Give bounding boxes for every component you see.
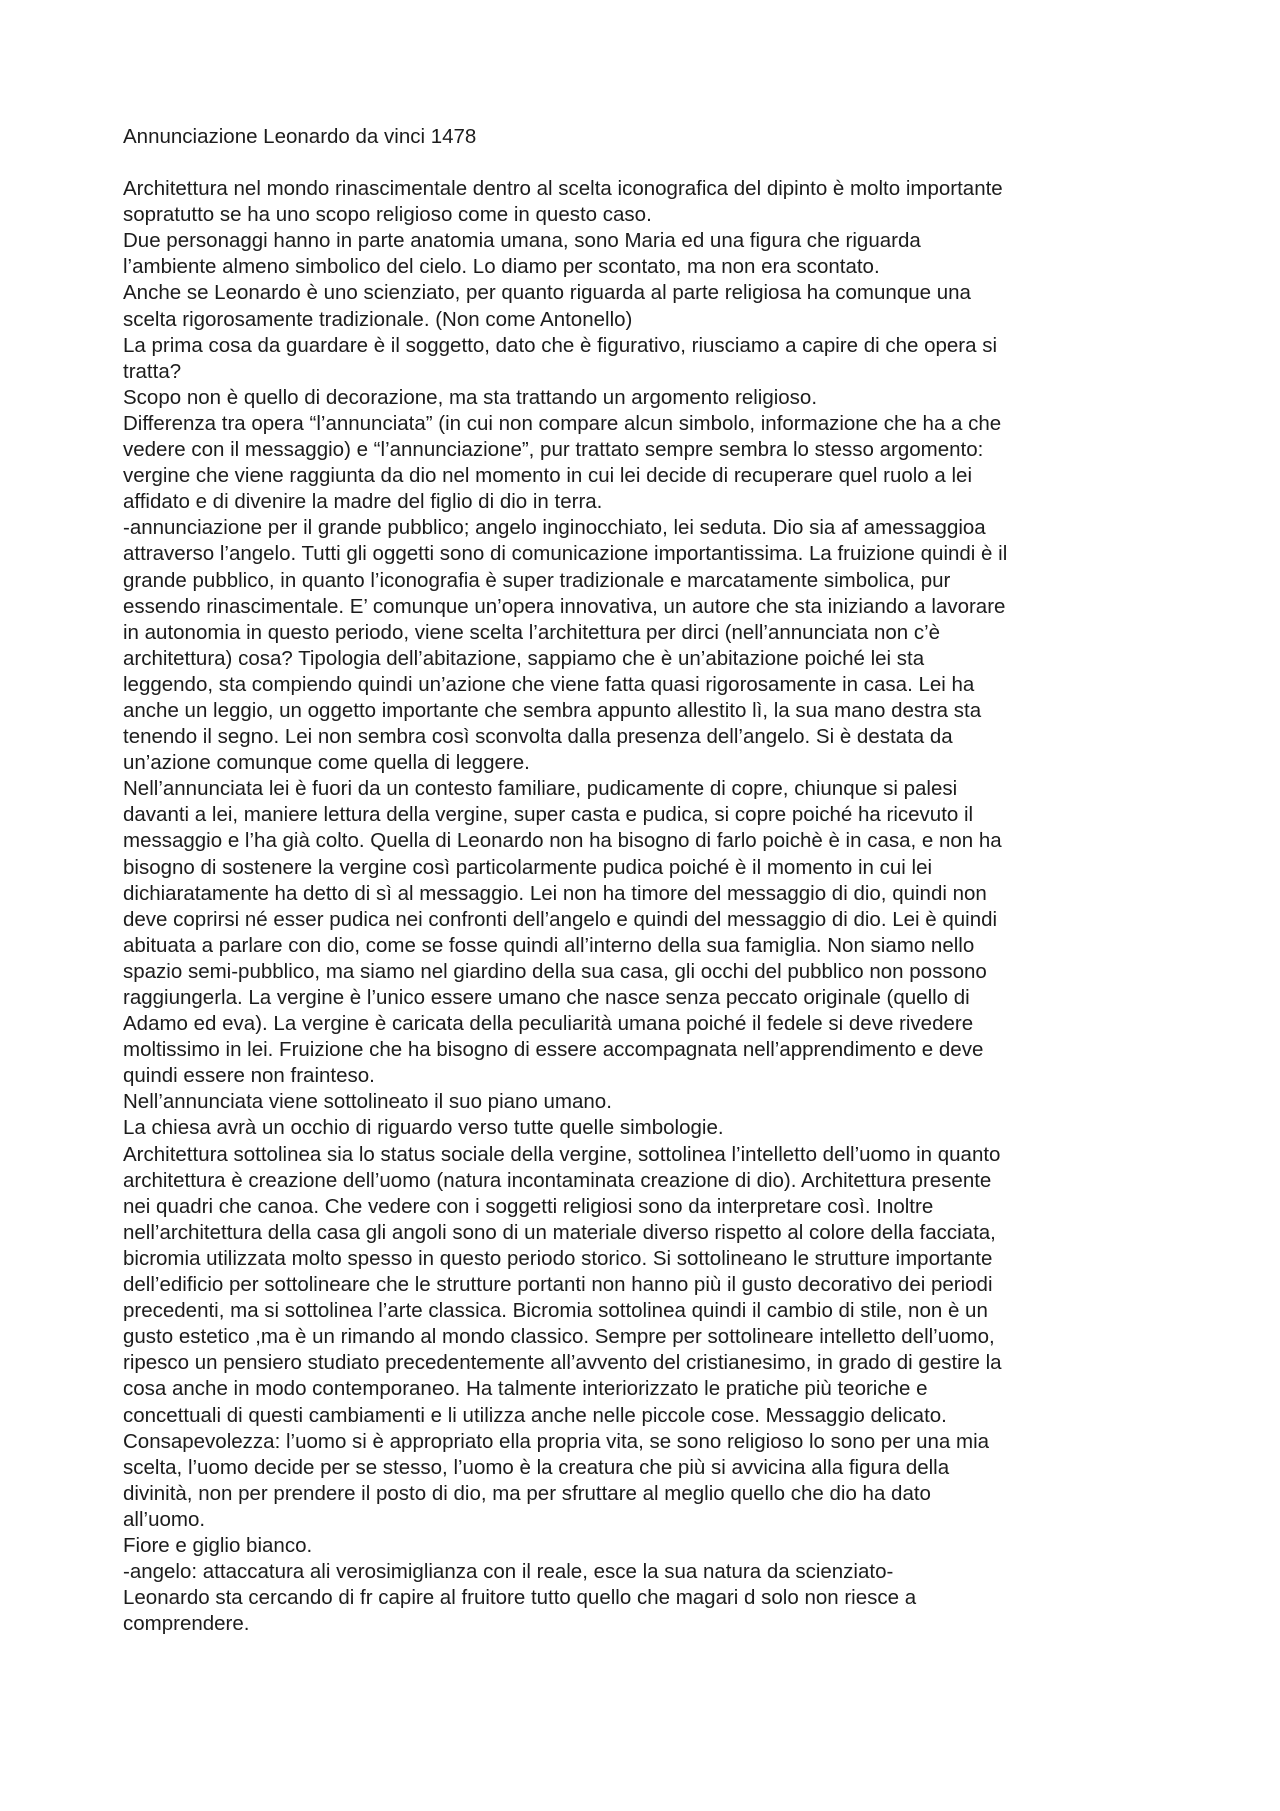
text-line: La chiesa avrà un occhio di riguardo verso tutte quelle simbologie. [123, 1116, 724, 1140]
text-line: Nell’annunciata viene sottolineato il suo piano umano. [123, 1090, 612, 1114]
text-line: -annunciazione per il grande pubblico; angelo inginocchiato, lei seduta. Dio sia af amessaggioa [123, 516, 986, 540]
text-line: Adamo ed eva). La vergine è caricata della peculiarità umana poiché il fedele si deve rivedere [123, 1012, 974, 1036]
text-line: Anche se Leonardo è uno scienziato, per quanto riguarda al parte religiosa ha comunque una [123, 281, 971, 305]
text-line: Architettura nel mondo rinascimentale dentro al scelta iconografica del dipinto è molto importante [123, 177, 1003, 201]
text-line: attraverso l’angelo. Tutti gli oggetti sono di comunicazione importantissima. La fruizione quindi è il [123, 542, 1008, 566]
text-line: cosa anche in modo contemporaneo. Ha talmente interiorizzato le pratiche più teoriche e [123, 1377, 928, 1401]
text-line: Scopo non è quello di decorazione, ma sta trattando un argomento religioso. [123, 385, 818, 409]
text-line: architettura) cosa? Tipologia dell’abitazione, sappiamo che è un’abitazione poiché lei sta [123, 646, 925, 670]
text-line: sopratutto se ha uno scopo religioso come in questo caso. [123, 203, 652, 227]
text-line: Differenza tra opera “l’annunciata” (in cui non compare alcun simbolo, informazione che ha a che [123, 411, 1002, 435]
text-line: -angelo: attaccatura ali verosimiglianza con il reale, esce la sua natura da scienziato- [123, 1560, 894, 1584]
text-line: essendo rinascimentale. E’ comunque un’opera innovativa, un autore che sta iniziando a lavorare [123, 594, 1006, 618]
text-line: messaggio e l’ha già colto. Quella di Leonardo non ha bisogno di farlo poichè è in casa, e non ha [123, 829, 1002, 853]
text-line: gusto estetico ,ma è un rimando al mondo classico. Sempre per sottolineare intelletto dell’uomo, [123, 1325, 995, 1349]
text-line: tratta? [123, 359, 182, 383]
text-line: dell’edificio per sottolineare che le strutture portanti non hanno più il gusto decorativo dei periodi [123, 1273, 993, 1297]
text-line: grande pubblico, in quanto l’iconografia è super tradizionale e marcatamente simbolica, pur [123, 568, 951, 592]
text-line: tenendo il segno. Lei non sembra così sconvolta dalla presenza dell’angelo. Si è destata da [123, 725, 953, 749]
text-line: deve coprirsi né esser pudica nei confronti dell’angelo e quindi del messaggio di dio. Lei è quindi [123, 907, 998, 931]
text-line: leggendo, sta compiendo quindi un’azione che viene fatta quasi rigorosamente in casa. Lei ha [123, 672, 975, 696]
text-line: all’uomo. [123, 1507, 206, 1531]
text-line: vergine che viene raggiunta da dio nel momento in cui lei decide di recuperare quel ruolo a lei [123, 464, 972, 488]
text-line: divinità, non per prendere il posto di dio, ma per sfruttare al meglio quello che dio ha dato [123, 1481, 931, 1505]
text-line: Nell’annunciata lei è fuori da un contesto familiare, pudicamente di copre, chiunque si palesi [123, 777, 958, 801]
text-line: bicromia utilizzata molto spesso in questo periodo storico. Si sottolineano le strutture importante [123, 1246, 993, 1270]
text-line: scelta, l’uomo decide per se stesso, l’uomo è la creatura che più si avvicina alla figura della [123, 1455, 950, 1479]
text-line: un’azione comunque come quella di leggere. [123, 751, 530, 775]
text-line: anche un leggio, un oggetto importante che sembra appunto allestito lì, la sua mano destra sta [123, 698, 982, 722]
text-line: nell’architettura della casa gli angoli sono di un materiale diverso rispetto al colore della facciata, [123, 1220, 996, 1244]
text-line: vedere con il messaggio) e “l’annunciazione”, pur trattato sempre sembra lo stesso argomento: [123, 438, 984, 462]
text-line: in autonomia in questo periodo, viene scelta l’architettura per dirci (nell’annunciata non c’è [123, 620, 941, 644]
text-line: Leonardo sta cercando di fr capire al fruitore tutto quello che magari d solo non riesce a [123, 1586, 917, 1610]
text-line: abituata a parlare con dio, come se fosse quindi all’interno della sua famiglia. Non siamo nello [123, 933, 975, 957]
text-line: bisogno di sostenere la vergine così particolarmente pudica poiché è il momento in cui lei [123, 855, 933, 879]
text-line: Due personaggi hanno in parte anatomia umana, sono Maria ed una figura che riguarda [123, 229, 921, 253]
text-line: Architettura sottolinea sia lo status sociale della vergine, sottolinea l’intelletto dell’uomo in quanto [123, 1142, 1001, 1166]
text-line: architettura è creazione dell’uomo (natura incontaminata creazione di dio). Architettura presente [123, 1168, 992, 1192]
text-line: concettuali di questi cambiamenti e li utilizza anche nelle piccole cose. Messaggio delicato. [123, 1403, 947, 1427]
text-line: moltissimo in lei. Fruizione che ha bisogno di essere accompagnata nell’apprendimento e deve [123, 1038, 984, 1062]
text-line: Fiore e giglio bianco. [123, 1533, 313, 1557]
text-line: spazio semi-pubblico, ma siamo nel giardino della sua casa, gli occhi del pubblico non possono [123, 959, 987, 983]
text-line: raggiungerla. La vergine è l’unico essere umano che nasce senza peccato originale (quello di [123, 986, 970, 1009]
text-line: affidato e di divenire la madre del figlio di dio in terra. [123, 490, 603, 514]
text-line: davanti a lei, maniere lettura della vergine, super casta e pudica, si copre poiché ha ricevuto il [123, 803, 974, 827]
text-line: dichiaratamente ha detto di sì al messaggio. Lei non ha timore del messaggio di dio, quindi non [123, 881, 987, 905]
text-line: l’ambiente almeno simbolico del cielo. Lo diamo per scontato, ma non era scontato. [123, 255, 880, 279]
text-line: scelta rigorosamente tradizionale. (Non come Antonello) [123, 307, 633, 331]
document-body [123, 176, 1163, 1637]
text-line: comprendere. [123, 1612, 250, 1636]
text-line: precedenti, ma si sottolinea l’arte classica. Bicromia sottolinea quindi il cambio di stile, non è un [123, 1299, 988, 1323]
text-line: La prima cosa da guardare è il soggetto, dato che è figurativo, riusciamo a capire di che opera si [123, 333, 998, 357]
document-page [123, 124, 1163, 1637]
document-title: Annunciazione Leonardo da vinci 1478 [123, 125, 477, 148]
text-line: nei quadri che canoa. Che vedere con i soggetti religiosi sono da interpretare così. Inoltre [123, 1194, 934, 1218]
text-line: ripesco un pensiero studiato precedentemente all’avvento del cristianesimo, in grado di gestire la [123, 1351, 1002, 1375]
text-line: Consapevolezza: l’uomo si è appropriato ella propria vita, se sono religioso lo sono per una mia [123, 1429, 990, 1453]
text-line: quindi essere non frainteso. [123, 1064, 375, 1088]
